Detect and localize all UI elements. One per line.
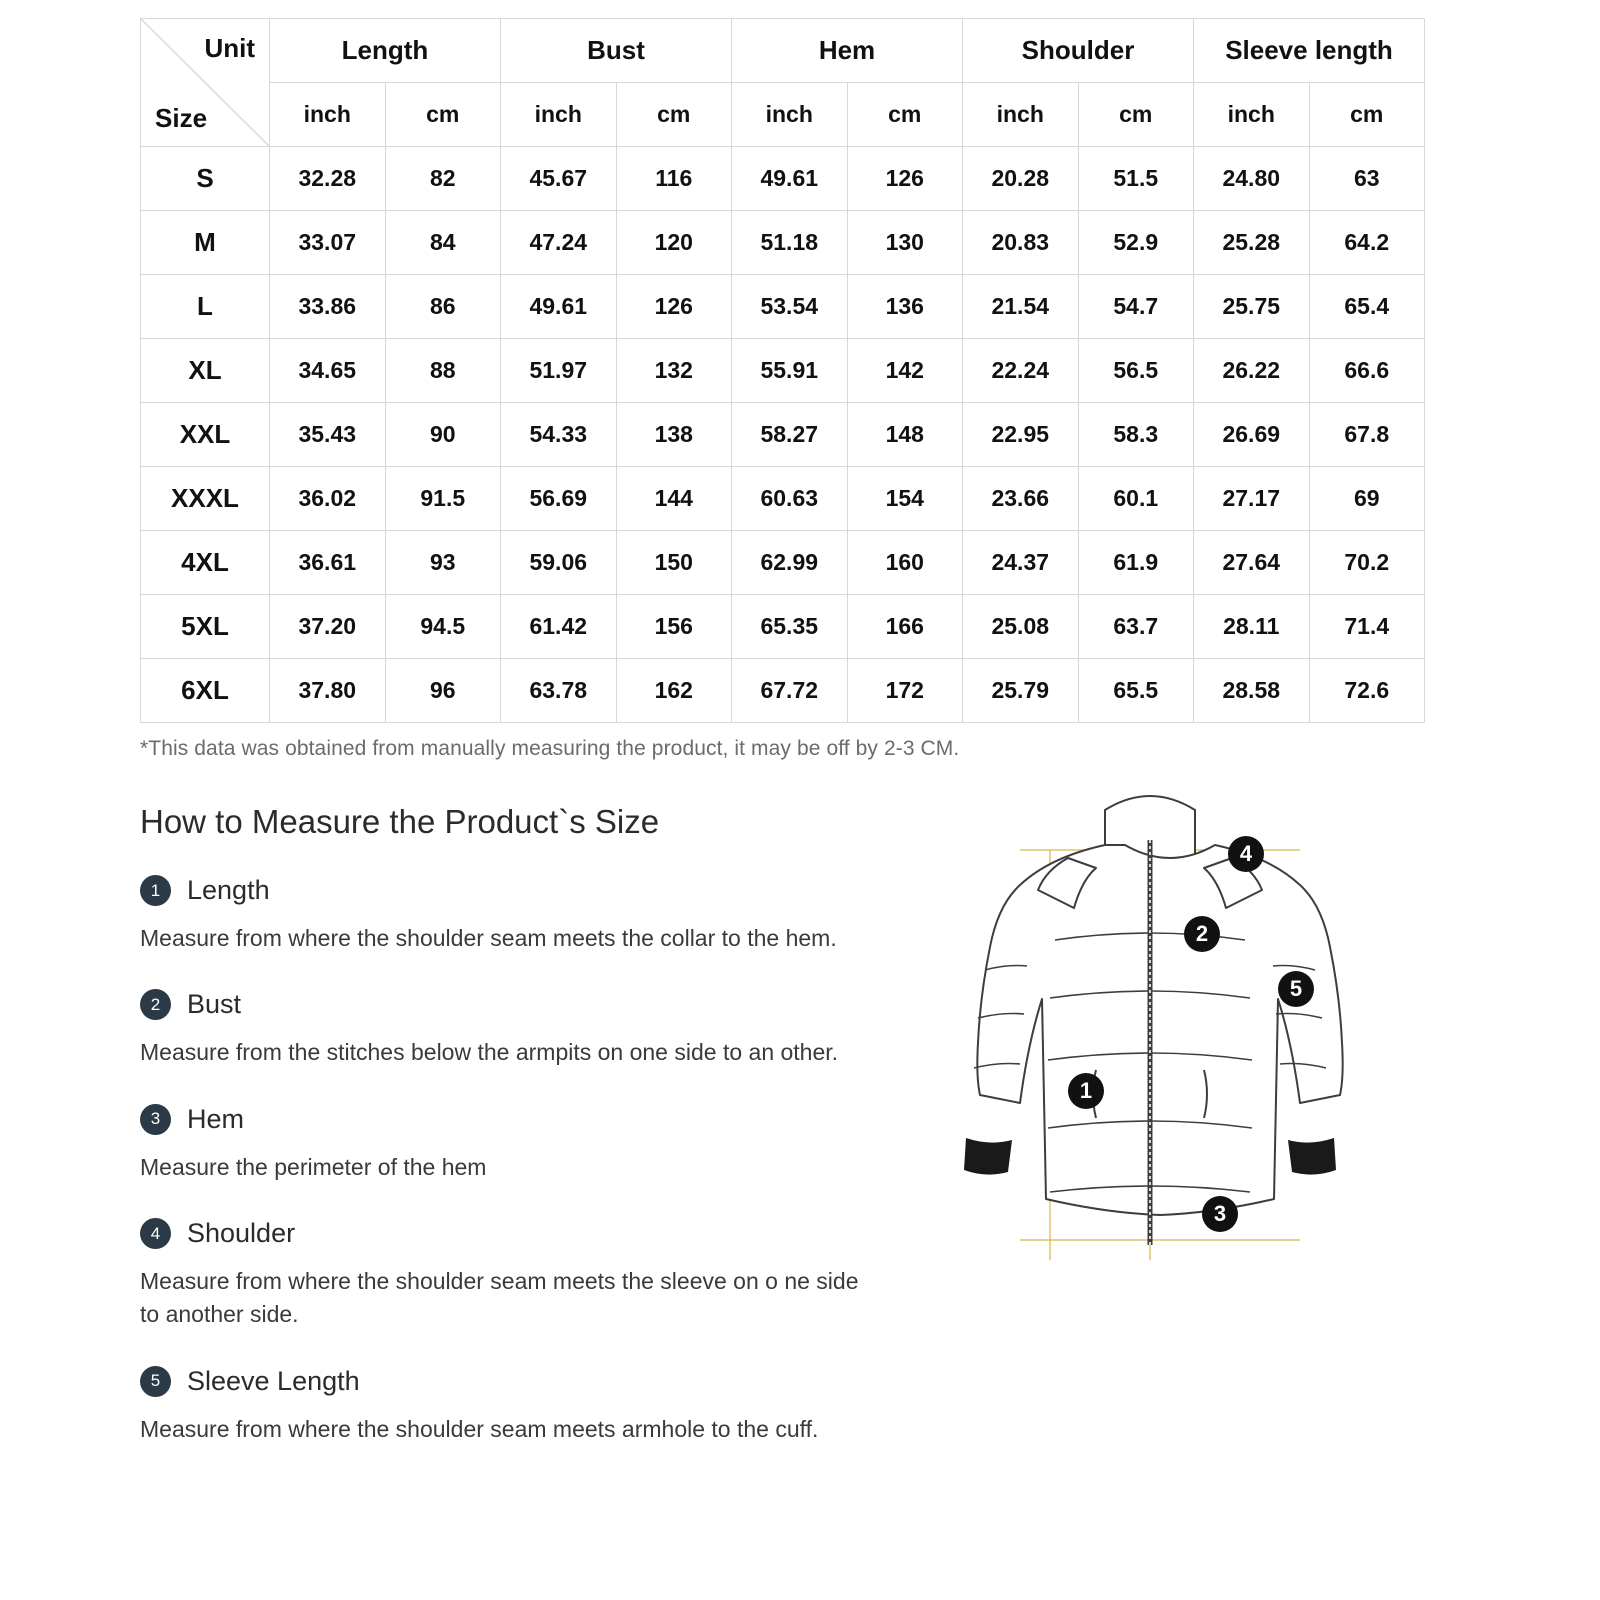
step-title: Sleeve Length — [187, 1365, 360, 1396]
cell: 82 — [385, 147, 501, 211]
cell: 94.5 — [385, 595, 501, 659]
table-row — [141, 595, 1425, 659]
cell: 52.9 — [1078, 211, 1194, 275]
step-title: Bust — [187, 989, 242, 1020]
cell: 67.72 — [732, 659, 848, 723]
cell: 66.6 — [1309, 339, 1425, 403]
subheader-bust-inch: inch — [501, 83, 617, 147]
cell: 34.65 — [270, 339, 386, 403]
diagram-marker-1: 1 — [1068, 1073, 1104, 1109]
step-title: Shoulder — [187, 1218, 296, 1249]
table-row — [141, 403, 1425, 467]
size-chart-table — [140, 18, 1425, 723]
cell: 156 — [616, 595, 732, 659]
cell: 58.27 — [732, 403, 848, 467]
jacket-diagram — [900, 740, 1460, 1300]
cell: 65.5 — [1078, 659, 1194, 723]
cell: 26.69 — [1194, 403, 1310, 467]
cell: 51.97 — [501, 339, 617, 403]
cell: 154 — [847, 467, 963, 531]
subheader-bust-cm: cm — [616, 83, 732, 147]
table-row — [141, 211, 1425, 275]
diagram-marker-5: 5 — [1278, 971, 1314, 1007]
step-description: Measure from where the shoulder seam meets the collar to the hem. — [140, 925, 837, 951]
cell: 36.02 — [270, 467, 386, 531]
step-title: Hem — [187, 1103, 245, 1134]
table-row — [141, 147, 1425, 211]
cell: 84 — [385, 211, 501, 275]
subheader-length-cm: cm — [385, 83, 501, 147]
step-shoulder — [140, 1218, 860, 1249]
table-row — [141, 659, 1425, 723]
cell: 120 — [616, 211, 732, 275]
cell: 136 — [847, 275, 963, 339]
cell: 49.61 — [732, 147, 848, 211]
table-corner-cell — [141, 19, 270, 147]
cell: 59.06 — [501, 531, 617, 595]
subheader-hem-cm: cm — [847, 83, 963, 147]
table-row — [141, 275, 1425, 339]
subheader-sleeve-inch: inch — [1194, 83, 1310, 147]
cell: 96 — [385, 659, 501, 723]
cell: 60.63 — [732, 467, 848, 531]
cell: 67.8 — [1309, 403, 1425, 467]
cell: 172 — [847, 659, 963, 723]
cell: 116 — [616, 147, 732, 211]
step-number-badge: 3 — [140, 1104, 171, 1135]
cell: 138 — [616, 403, 732, 467]
cell: 61.42 — [501, 595, 617, 659]
step-number-badge: 2 — [140, 989, 171, 1020]
cell: 160 — [847, 531, 963, 595]
column-group-shoulder: Shoulder — [963, 19, 1194, 83]
step-bust — [140, 989, 860, 1020]
step-number-badge: 4 — [140, 1218, 171, 1249]
cell: 20.83 — [963, 211, 1079, 275]
step-number-badge: 1 — [140, 875, 171, 906]
cell: 56.5 — [1078, 339, 1194, 403]
cell: 25.28 — [1194, 211, 1310, 275]
row-size-5xl: 5XL — [141, 595, 270, 659]
cell: 32.28 — [270, 147, 386, 211]
row-size-6xl: 6XL — [141, 659, 270, 723]
step-title: Length — [187, 875, 270, 905]
row-size-4xl: 4XL — [141, 531, 270, 595]
cell: 20.28 — [963, 147, 1079, 211]
cell: 91.5 — [385, 467, 501, 531]
cell: 90 — [385, 403, 501, 467]
diagram-marker-2: 2 — [1184, 916, 1220, 952]
cell: 69 — [1309, 467, 1425, 531]
cell: 51.5 — [1078, 147, 1194, 211]
table-group-header-row — [141, 19, 1425, 83]
subheader-length-inch: inch — [270, 83, 386, 147]
column-group-bust: Bust — [501, 19, 732, 83]
cell: 148 — [847, 403, 963, 467]
cell: 126 — [847, 147, 963, 211]
unit-label: Unit — [204, 33, 255, 63]
cell: 150 — [616, 531, 732, 595]
measurement-disclaimer: *This data was obtained from manually measuring the product, it may be off by 2-3 CM. — [140, 737, 960, 760]
cell: 23.66 — [963, 467, 1079, 531]
cell: 65.4 — [1309, 275, 1425, 339]
cell: 33.86 — [270, 275, 386, 339]
subheader-shoulder-inch: inch — [963, 83, 1079, 147]
cell: 71.4 — [1309, 595, 1425, 659]
step-length — [140, 875, 860, 906]
cell: 37.20 — [270, 595, 386, 659]
cell: 60.1 — [1078, 467, 1194, 531]
cell: 58.3 — [1078, 403, 1194, 467]
cell: 21.54 — [963, 275, 1079, 339]
cell: 36.61 — [270, 531, 386, 595]
cell: 49.61 — [501, 275, 617, 339]
cell: 35.43 — [270, 403, 386, 467]
cell: 144 — [616, 467, 732, 531]
cell: 65.35 — [732, 595, 848, 659]
cell: 24.80 — [1194, 147, 1310, 211]
step-description: Measure from the stitches below the armpits on one side to an other. — [140, 1039, 839, 1066]
cell: 130 — [847, 211, 963, 275]
cell: 22.24 — [963, 339, 1079, 403]
cell: 25.79 — [963, 659, 1079, 723]
cell: 45.67 — [501, 147, 617, 211]
cell: 166 — [847, 595, 963, 659]
cell: 63 — [1309, 147, 1425, 211]
step-description: Measure from where the shoulder seam meets armhole to the cuff. — [140, 1415, 819, 1442]
column-group-length: Length — [270, 19, 501, 83]
row-size-m: M — [141, 211, 270, 275]
size-label: Size — [155, 103, 208, 133]
cell: 63.78 — [501, 659, 617, 723]
cell: 28.58 — [1194, 659, 1310, 723]
cell: 162 — [616, 659, 732, 723]
cell: 132 — [616, 339, 732, 403]
cell: 88 — [385, 339, 501, 403]
cell: 54.7 — [1078, 275, 1194, 339]
subheader-shoulder-cm: cm — [1078, 83, 1194, 147]
row-size-l: L — [141, 275, 270, 339]
cell: 54.33 — [501, 403, 617, 467]
row-size-s: S — [141, 147, 270, 211]
cell: 53.54 — [732, 275, 848, 339]
cell: 62.99 — [732, 531, 848, 595]
table-row — [141, 339, 1425, 403]
table-subheader-row — [141, 83, 1425, 147]
cell: 27.64 — [1194, 531, 1310, 595]
step-hem — [140, 1104, 860, 1135]
row-size-xxl: XXL — [141, 403, 270, 467]
cell: 25.08 — [963, 595, 1079, 659]
step-description: Measure from where the shoulder seam meets the sleeve on o ne side to another side. — [140, 1268, 859, 1328]
diagram-marker-3: 3 — [1202, 1196, 1238, 1232]
cell: 61.9 — [1078, 531, 1194, 595]
step-number-badge: 5 — [140, 1366, 171, 1397]
jacket-illustration — [900, 740, 1460, 1300]
diagram-marker-4: 4 — [1228, 836, 1264, 872]
cell: 47.24 — [501, 211, 617, 275]
cell: 86 — [385, 275, 501, 339]
cell: 56.69 — [501, 467, 617, 531]
step-sleeve-length — [140, 1366, 860, 1397]
cell: 26.22 — [1194, 339, 1310, 403]
cell: 37.80 — [270, 659, 386, 723]
cell: 142 — [847, 339, 963, 403]
cell: 25.75 — [1194, 275, 1310, 339]
table-row — [141, 467, 1425, 531]
table-row — [141, 531, 1425, 595]
subheader-hem-inch: inch — [732, 83, 848, 147]
cell: 63.7 — [1078, 595, 1194, 659]
cell: 22.95 — [963, 403, 1079, 467]
cell: 28.11 — [1194, 595, 1310, 659]
cell: 126 — [616, 275, 732, 339]
column-group-hem: Hem — [732, 19, 963, 83]
row-size-xxxl: XXXL — [141, 467, 270, 531]
subheader-sleeve-cm: cm — [1309, 83, 1425, 147]
row-size-xl: XL — [141, 339, 270, 403]
cell: 64.2 — [1309, 211, 1425, 275]
cell: 72.6 — [1309, 659, 1425, 723]
page-title: How to Measure the Product`s Size — [140, 803, 660, 840]
cell: 93 — [385, 531, 501, 595]
cell: 55.91 — [732, 339, 848, 403]
cell: 51.18 — [732, 211, 848, 275]
cell: 70.2 — [1309, 531, 1425, 595]
column-group-sleeve-length: Sleeve length — [1194, 19, 1425, 83]
step-description: Measure the perimeter of the hem — [140, 1153, 487, 1180]
cell: 27.17 — [1194, 467, 1310, 531]
cell: 33.07 — [270, 211, 386, 275]
cell: 24.37 — [963, 531, 1079, 595]
instructions-list — [140, 875, 860, 1446]
